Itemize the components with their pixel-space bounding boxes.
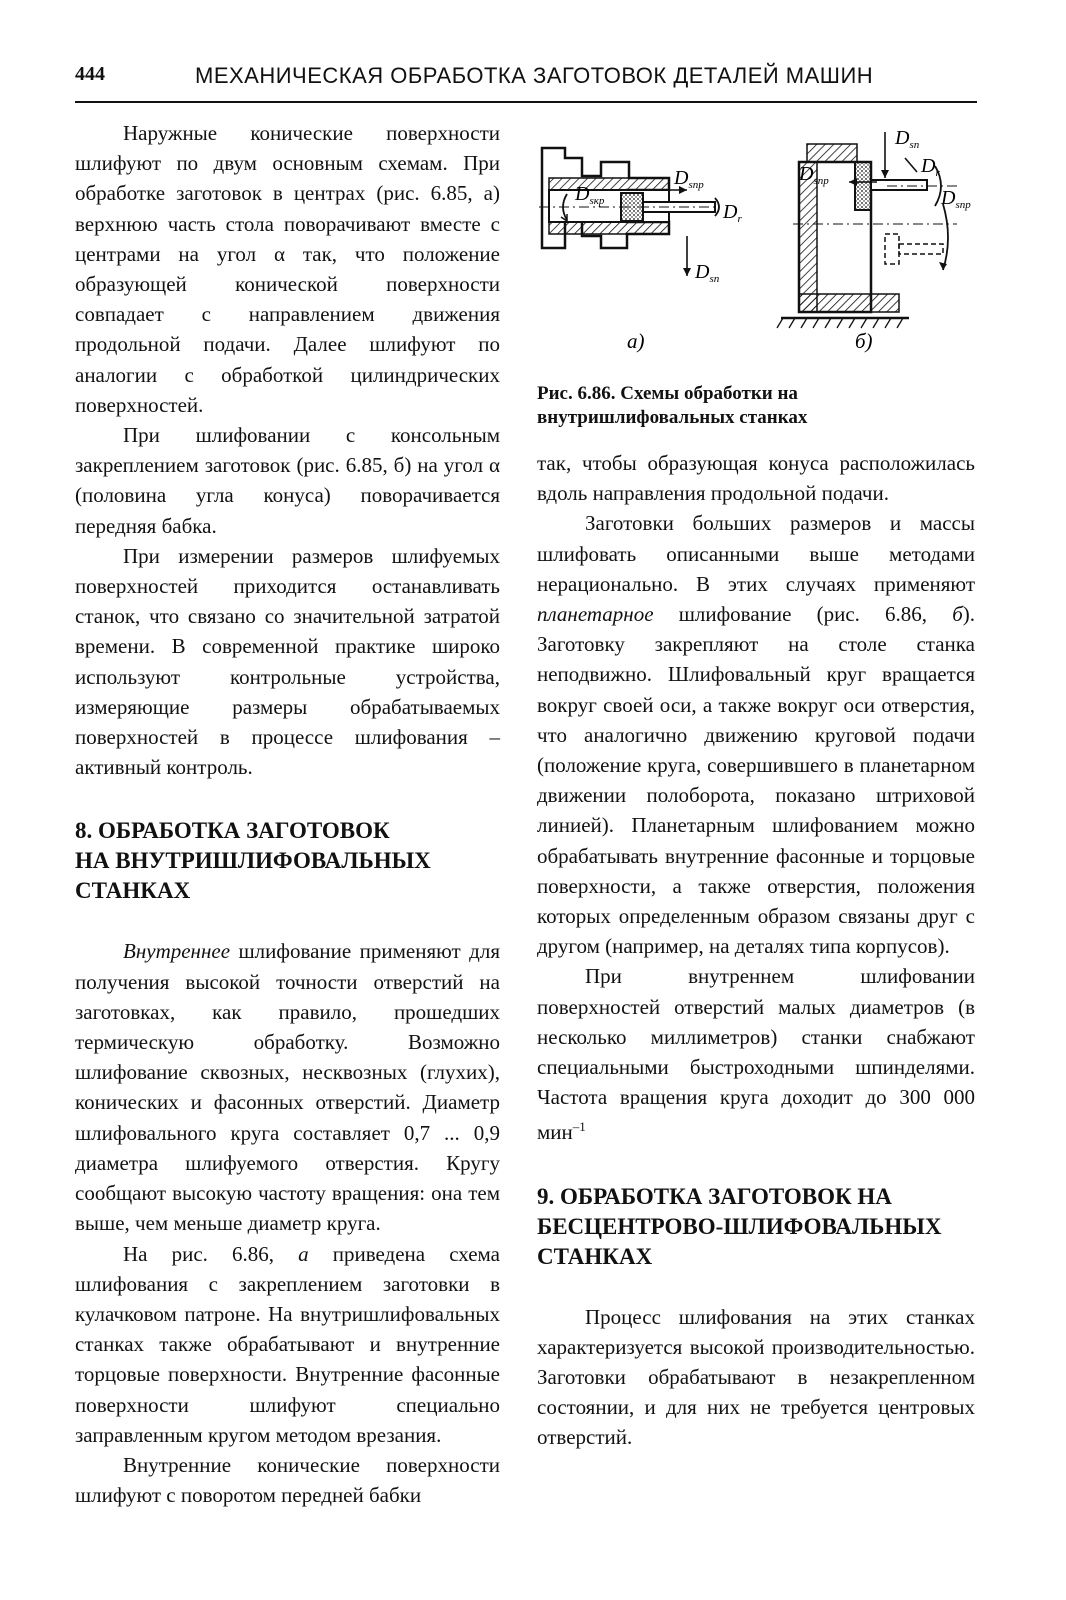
label-dsnp-a: $D_{sпр}$: [674, 167, 704, 191]
paragraph-text: шлифование (рис. 6.86,: [653, 602, 953, 627]
label-dskr: $D_{sкр}$: [575, 183, 605, 207]
paragraph: При измерении размеров шлифуемых поверхностей приходится останавливать станок, что связано со значительной затратой времени. В современной практике широко используют контрольные устройства, измеряющие размеры обрабатываемых поверхностей в процессе шлифования – активный контроль.: [75, 543, 500, 780]
section-heading-line: 9. ОБРАБОТКА ЗАГОТОВОК НА: [537, 1183, 892, 1209]
subscript: sп: [709, 273, 720, 285]
superscript: –1: [572, 1119, 586, 1135]
subscript: r: [737, 213, 742, 225]
section-heading-line: СТАНКАХ: [537, 1243, 653, 1269]
label-dsnp-b: $D_{sпр}$: [799, 163, 829, 187]
header-rule: [75, 101, 977, 103]
paragraph: При шлифовании с консольным закреплением заготовок (рис. 6.85, б) на угол α (половина угла конуса) поворачивается передняя бабка.: [75, 423, 500, 538]
label-dsp-b: $D_{sп}$: [895, 127, 920, 151]
paragraph: Внутренние конические поверхности шлифуют с поворотом передней бабки: [75, 1452, 500, 1508]
paragraph-text: приведена схема шлифования с закреплением заготовки в кулачковом патроне. На внутришлифовальных станках также обрабатывают и внутренние торцовые поверхности. Внутренние фасонные поверхности шлифуют специально заправленным кругом методом врезания.: [75, 1241, 501, 1447]
section-heading-line: НА ВНУТРИШЛИФОВАЛЬНЫХ: [75, 848, 431, 874]
right-column: [537, 118, 975, 1453]
label-dr-b: $D_r$: [921, 155, 940, 179]
label-dsp-a: $D_{sп}$: [695, 261, 720, 285]
emphasis: б: [952, 602, 963, 627]
subscript: r: [935, 167, 940, 179]
grinding-schemes-diagram: [537, 118, 975, 380]
section-heading-line: БЕСЦЕНТРОВО-ШЛИФОВАЛЬНЫХ: [537, 1213, 942, 1239]
paragraph: так, чтобы образующая конуса расположилась вдоль направления продольной подачи.: [537, 451, 975, 506]
paragraph: Процесс шлифования на этих станках характеризуется высокой производительностью. Заготовки обрабатывают в незакрепленном состоянии, и для них не требуется центровых отверстий.: [537, 1304, 975, 1450]
paragraph-text: На рис. 6.86,: [123, 1241, 299, 1266]
section-heading-line: СТАНКАХ: [75, 878, 191, 904]
scheme-b: [777, 127, 971, 353]
page-header: [75, 63, 975, 99]
emphasis: а: [298, 1241, 309, 1266]
subscript: sпр: [813, 175, 829, 187]
paragraph: [537, 961, 975, 1147]
paragraph: [75, 1239, 500, 1450]
label-dr-a: $D_r$: [723, 201, 742, 225]
figure-6-86: [537, 118, 975, 380]
scheme-a: [539, 148, 742, 353]
section-heading-line: 8. ОБРАБОТКА ЗАГОТОВОК: [75, 818, 390, 844]
paragraph-text: Заготовки больших размеров и массы шлифовать описанными выше методами нерационально. В этих случаях применяют: [537, 511, 975, 596]
section-heading-9: [537, 1182, 975, 1272]
section-heading-8: [75, 816, 500, 906]
figure-label-b: б): [855, 329, 873, 353]
label-dsnp-b2: $D_{sпр}$: [941, 187, 971, 211]
figure-caption: Рис. 6.86. Схемы обработки на внутришлифовальных станках: [537, 383, 808, 428]
left-column: [75, 118, 500, 1510]
subscript: sпр: [688, 179, 704, 191]
emphasis: Внутреннее: [123, 939, 231, 964]
paragraph: Наружные конические поверхности шлифуют по двум основным схемам. При обработке заготовок в центрах (рис. 6.85, а) верхнюю часть стола поворачивают вместе с центрами на угол α так, что положение образующей конической поверхности совпадает с направлением движения продольной подачи. Далее шлифуют по аналогии с обработкой цилиндрических поверхностей.: [75, 121, 500, 417]
emphasis: планетарное: [537, 602, 654, 627]
subscript: sкр: [589, 195, 605, 207]
running-title: МЕХАНИЧЕСКАЯ ОБРАБОТКА ЗАГОТОВОК ДЕТАЛЕЙ МАШИН: [195, 63, 874, 88]
subscript: sп: [909, 139, 920, 151]
subscript: sпр: [955, 199, 971, 211]
paragraph-text: шлифование применяют для получения высокой точности отверстий на заготовках, как правило, прошедших термическую обработку. Возможно шлифование сквозных, несквозных (глухих), конических и фасонных отверстий. Диаметр шлифовального круга составляет 0,7 ... 0,9 диаметра шлифуемого отверстия. Кругу сообщают высокую частоту вращения: она тем выше, чем меньше диаметр круга.: [75, 939, 500, 1236]
paragraph-text: ). Заготовку закрепляют на столе станка неподвижно. Шлифовальный круг вращается вокруг своей оси, а также вокруг оси отверстия, что аналогично движению круговой подачи (положение круга, совершившего в планетарном движении полоборота, показано штриховой линией). Планетарным шлифованием можно обрабатывать внутренние фасонные и торцовые поверхности, а также отверстия, положения которых определенным образом связаны друг с другом (например, на деталях типа корпусов).: [537, 602, 975, 959]
paragraph: [75, 936, 500, 1238]
page-number: 444: [75, 63, 105, 85]
paragraph-text: При внутреннем шлифовании поверхностей отверстий малых диаметров (в несколько миллиметров) станки снабжают специальными быстроходными шпинделями. Частота вращения круга доходит до 300 000 мин: [537, 964, 975, 1145]
paragraph: [537, 508, 975, 961]
figure-label-a: а): [627, 329, 645, 353]
